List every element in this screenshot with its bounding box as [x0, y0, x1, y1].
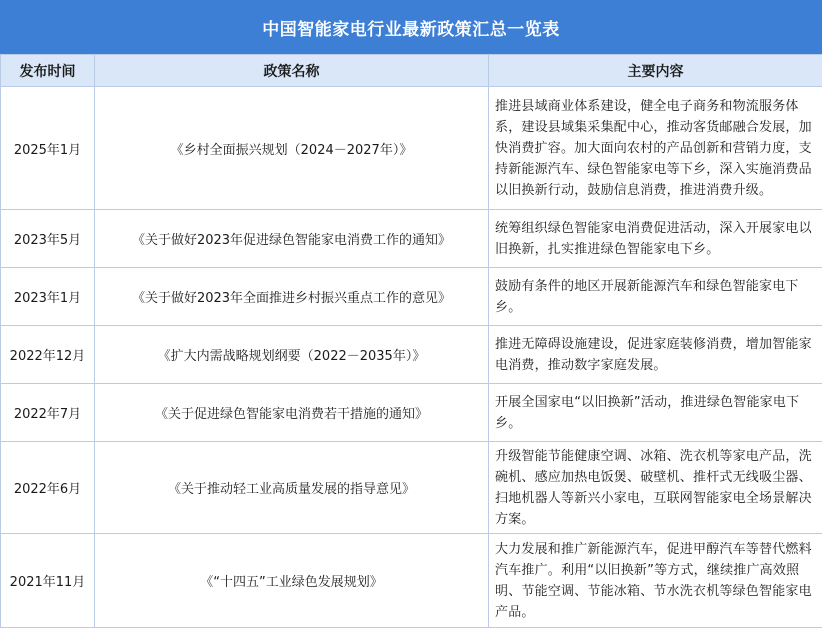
table-row [1, 442, 822, 534]
row-policy-name: 《关于推动轻工业高质量发展的指导意见》 [95, 442, 489, 534]
row-date: 2022年12月 [1, 326, 95, 384]
row-date: 2022年7月 [1, 384, 95, 442]
table-row [1, 268, 822, 326]
header-main-content: 主要内容 [489, 55, 822, 87]
row-date: 2023年5月 [1, 210, 95, 268]
table-row [1, 384, 822, 442]
row-policy-name: 《乡村全面振兴规划（2024－2027年）》 [95, 87, 489, 210]
row-content: 推进县域商业体系建设，健全电子商务和物流服务体系，建设县域集采集配中心，推动客货邮融合发展，加快消费扩容。加大面向农村的产品创新和营销力度，支持新能源汽车、绿色智能家电等下乡，深入实施消费品以旧换新行动，鼓励信息消费，推进消费升级。 [489, 87, 822, 210]
table-row [1, 534, 822, 628]
row-policy-name: 《“十四五”工业绿色发展规划》 [95, 534, 489, 628]
row-content: 开展全国家电“以旧换新”活动，推进绿色智能家电下乡。 [489, 384, 822, 442]
table-row [1, 87, 822, 210]
table-row [1, 326, 822, 384]
row-policy-name: 《关于做好2023年促进绿色智能家电消费工作的通知》 [95, 210, 489, 268]
row-policy-name: 《关于促进绿色智能家电消费若干措施的通知》 [95, 384, 489, 442]
header-policy-name: 政策名称 [95, 55, 489, 87]
header-date: 发布时间 [1, 55, 95, 87]
row-policy-name: 《扩大内需战略规划纲要（2022－2035年）》 [95, 326, 489, 384]
header-row [1, 55, 822, 87]
row-content: 鼓励有条件的地区开展新能源汽车和绿色智能家电下乡。 [489, 268, 822, 326]
table-title: 中国智能家电行业最新政策汇总一览表 [0, 0, 822, 54]
row-content: 升级智能节能健康空调、冰箱、洗衣机等家电产品，洗碗机、感应加热电饭煲、破壁机、推杆式无线吸尘器、扫地机器人等新兴小家电，互联网智能家电全场景解决方案。 [489, 442, 822, 534]
row-content: 大力发展和推广新能源汽车，促进甲醇汽车等替代燃料汽车推广。利用“以旧换新”等方式，继续推广高效照明、节能空调、节能冰箱、节水洗衣机等绿色智能家电产品。 [489, 534, 822, 628]
row-date: 2021年11月 [1, 534, 95, 628]
table-row [1, 210, 822, 268]
row-content: 统筹组织绿色智能家电消费促进活动，深入开展家电以旧换新，扎实推进绿色智能家电下乡。 [489, 210, 822, 268]
row-date: 2023年1月 [1, 268, 95, 326]
row-date: 2022年6月 [1, 442, 95, 534]
row-date: 2025年1月 [1, 87, 95, 210]
row-content: 推进无障碍设施建设，促进家庭装修消费，增加智能家电消费，推动数字家庭发展。 [489, 326, 822, 384]
policy-table [0, 54, 822, 628]
row-policy-name: 《关于做好2023年全面推进乡村振兴重点工作的意见》 [95, 268, 489, 326]
